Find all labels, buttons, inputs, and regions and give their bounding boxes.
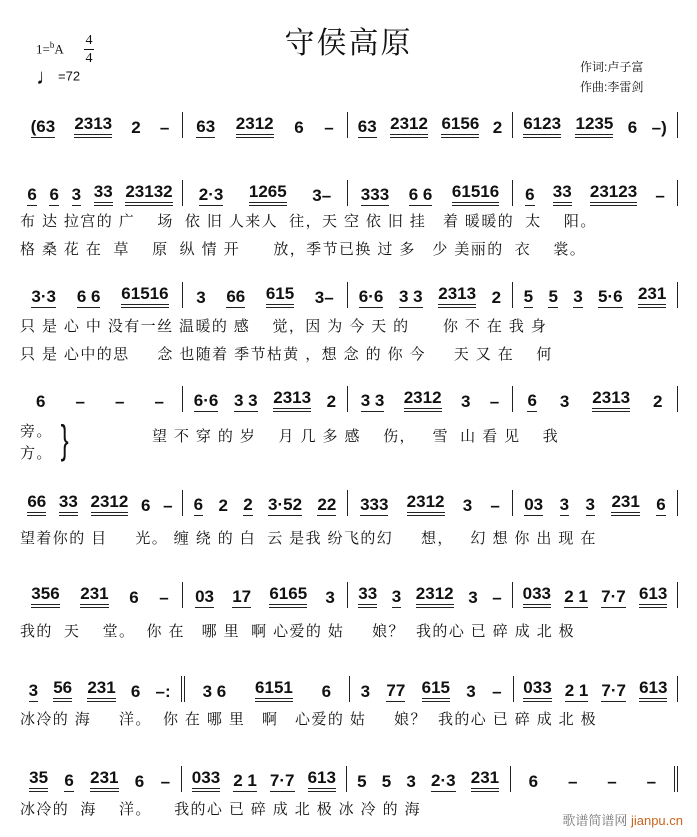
note-group: 77 (386, 681, 406, 700)
staff-line (18, 766, 678, 792)
tempo-value: =72 (58, 68, 81, 84)
staff-line (18, 676, 678, 702)
song-title: 守侯高原 (284, 26, 413, 61)
note-group: –) (651, 118, 667, 137)
note-group: 5 (381, 772, 392, 791)
measure (513, 282, 678, 308)
note-group: 63 (357, 117, 377, 136)
measure (185, 676, 349, 702)
note-group: 03 (524, 495, 544, 514)
note-group: 6·6 (193, 391, 219, 410)
note-group: 2312 (390, 115, 428, 138)
note-group: – (163, 496, 173, 515)
quarter-note-icon: ♩ (36, 64, 58, 89)
lyric-line: 只 是 心 中 没有一丝 温暖的 感 觉，因 为 今 天 的 你 不 在 我 身 (20, 318, 548, 335)
measure (18, 112, 183, 138)
note-group: 2 1 (564, 681, 589, 700)
note-group: 333 (360, 185, 390, 204)
note-group: 2312 (416, 585, 454, 608)
note-group: 3 (462, 496, 473, 515)
watermark-en: jianpu.cn (630, 813, 683, 828)
note-group: 613 (639, 585, 667, 608)
lyric-line: 只 是 心中的思 念 也随着 季节枯黄 ，想 念 的 你 今 天 又 在 何 (20, 346, 553, 363)
note-group: 3 (406, 772, 416, 791)
measure (183, 582, 348, 608)
measure (348, 490, 513, 516)
note-group: 66 (226, 287, 246, 306)
note-group: 6 (294, 118, 304, 137)
note-group: 6 (27, 185, 37, 204)
note-group: 3 6 (202, 682, 227, 701)
note-group: 615 (266, 285, 294, 308)
composer-credit: 作曲:李雷剑 (580, 80, 644, 94)
tempo-marking (36, 64, 80, 90)
measure (348, 112, 513, 138)
note-group: 033 (523, 585, 551, 608)
note-group: 2 (492, 118, 503, 137)
watermark (562, 810, 683, 829)
note-group: 7·7 (601, 587, 626, 606)
measure (348, 282, 513, 308)
note-group: 3 (573, 287, 583, 306)
note-group: – (160, 772, 171, 791)
note-group: 231 (90, 769, 118, 792)
lyric-line: 格 桑 花 在 草 原 纵 情 开 放，季节已换 过 多 少 美丽的 衣 裳。 (20, 241, 587, 258)
measure (183, 282, 348, 308)
note-group: 2·3 (431, 771, 456, 790)
lyric-line: 布 达 拉宫的 广 场 依 旧 人来人 往，天 空 依 旧 挂 着 暖暖的 太 阳。 (20, 213, 597, 230)
note-group: 3 (468, 588, 478, 607)
note-group: 3 (460, 392, 471, 411)
time-bottom: 4 (85, 51, 93, 66)
note-group: 6 (130, 682, 141, 701)
measure (18, 676, 185, 702)
key-label: 1= (36, 41, 50, 57)
note-group: 5·6 (598, 287, 623, 306)
note-group: 231 (87, 679, 115, 702)
measure (511, 766, 678, 792)
measure (183, 180, 348, 206)
note-group: – (324, 118, 334, 137)
note-group: 6151 (255, 679, 293, 702)
note-group: 3 (466, 682, 476, 701)
note-group: 33 (358, 585, 377, 608)
lyric-line: 旁。 (20, 423, 53, 440)
note-group: – (159, 588, 169, 607)
measure (18, 490, 183, 516)
note-group: 3 3 (233, 391, 258, 410)
note-group: 033 (192, 769, 220, 792)
note-group: 17 (232, 587, 252, 606)
measure (18, 180, 183, 206)
note-group: 6123 (523, 115, 561, 138)
lyric-line: 方。 (20, 445, 53, 462)
note-group: 2·3 (198, 185, 224, 204)
note-group: 3 (585, 495, 595, 514)
note-group: 3 (559, 495, 570, 514)
measure (513, 386, 678, 412)
note-group: 3·52 (268, 495, 303, 514)
note-group: – (567, 772, 578, 791)
note-group: 6·6 (358, 287, 384, 306)
watermark-cn: 歌谱简谱网 (562, 813, 628, 828)
note-group: 3 (360, 682, 371, 701)
lyric-line: 望 不 穿 的 岁 月 几 多 感 伤， 雪 山 看 见 我 (152, 428, 560, 445)
note-group: 2 (131, 118, 141, 137)
measure (350, 676, 514, 702)
staff-line (18, 180, 678, 206)
note-group: 7·7 (601, 681, 626, 700)
note-group: – (159, 118, 170, 137)
note-group: 1265 (249, 183, 287, 206)
staff-line (18, 282, 678, 308)
measure (18, 766, 182, 792)
note-group: 615 (422, 679, 450, 702)
note-group: – (646, 772, 657, 791)
measure (18, 282, 183, 308)
note-group: 5 (357, 772, 367, 791)
measure (348, 180, 513, 206)
note-group: 6 (321, 682, 332, 701)
note-group: 3·3 (31, 287, 56, 306)
note-group: – (489, 392, 500, 411)
note-group: 6 (527, 391, 537, 410)
note-group: –: (155, 682, 171, 701)
note-group: 56 (53, 679, 72, 702)
note-group: 6 (193, 495, 204, 514)
brace-symbol: } (60, 418, 69, 462)
time-top: 4 (85, 33, 93, 48)
note-group: – (492, 588, 502, 607)
flat-sign: b (49, 40, 55, 50)
note-group: 6 6 (408, 185, 433, 204)
note-group: 1235 (575, 115, 613, 138)
note-group: 2312 (91, 493, 129, 516)
note-group: 2 (218, 496, 228, 515)
measure (18, 386, 183, 412)
note-group: 2312 (404, 389, 442, 412)
note-group: 6 6 (76, 287, 101, 306)
note-group: 2 1 (564, 587, 588, 606)
note-group: – (492, 682, 502, 701)
note-group: 33 (553, 183, 572, 206)
lyricist-credit: 作词:卢子富 (580, 60, 644, 74)
note-group: 6156 (441, 115, 479, 138)
note-group: 2 (491, 288, 502, 307)
note-group: 66 (27, 493, 46, 516)
note-group: 3– (312, 186, 332, 205)
note-group: 2313 (592, 389, 630, 412)
note-group: 333 (360, 495, 389, 514)
note-group: 33 (59, 493, 78, 516)
measure (513, 180, 678, 206)
note-group: 3 3 (360, 391, 385, 410)
note-group: 3 3 (398, 287, 423, 306)
measure (513, 112, 678, 138)
note-group: 35 (29, 769, 48, 792)
note-group: 3 (196, 288, 206, 307)
measure (183, 112, 348, 138)
note-group: 2 1 (233, 771, 257, 790)
note-group: 7·7 (269, 771, 295, 790)
note-group: 6 (49, 185, 59, 204)
note-group: 231 (80, 585, 108, 608)
note-group: 33 (94, 183, 113, 206)
lyric-line: 我的 天 堂。 你 在 哪 里 啊 心爱的 姑 娘？ 我的心 已 碎 成 北 极 (20, 623, 576, 640)
note-group: 231 (638, 285, 666, 308)
note-group: 61516 (121, 285, 168, 308)
note-group: 356 (31, 585, 59, 608)
measure (348, 386, 513, 412)
note-group: 6 (525, 185, 535, 204)
note-group: 2 (326, 392, 337, 411)
staff-line (18, 386, 678, 412)
note-group: (63 (30, 117, 56, 136)
note-group: 6 (627, 118, 638, 137)
note-group: – (115, 392, 125, 411)
note-group: 5 (523, 287, 534, 306)
measure (18, 582, 183, 608)
note-group: – (75, 392, 85, 411)
note-group: 6 (656, 495, 666, 514)
lyric-line: 冰冷的 海 洋。 你 在 哪 里 啊 心爱的 姑 娘？ 我的心 已 碎 成 北 极 (20, 711, 598, 728)
note-group: – (154, 392, 164, 411)
measure (513, 582, 678, 608)
note-group: 6 (64, 771, 74, 790)
note-group: 3 (391, 587, 402, 606)
key-note: A (54, 41, 64, 57)
note-group: 2313 (273, 389, 311, 412)
note-group: 613 (308, 769, 336, 792)
note-group: 6 (36, 392, 46, 411)
note-group: 23123 (590, 183, 637, 206)
note-group: 22 (317, 495, 337, 514)
note-group: 03 (195, 587, 215, 606)
note-group: 6 (134, 772, 145, 791)
measure (182, 766, 346, 792)
note-group: 231 (611, 493, 639, 516)
note-group: 61516 (452, 183, 499, 206)
measure (348, 582, 513, 608)
lyric-line: 望着你的 目 光。 缠 绕 的 白 云 是我 纷飞的幻 想， 幻 想 你 出 现 在 (20, 530, 597, 547)
note-group: 6165 (269, 585, 307, 608)
note-group: 23132 (125, 183, 172, 206)
staff-line (18, 582, 678, 608)
note-group: 2312 (407, 493, 445, 516)
note-group: 5 (548, 287, 558, 306)
measure (513, 490, 678, 516)
note-group: 3 (71, 185, 82, 204)
note-group: 2 (243, 495, 253, 514)
measure (183, 490, 348, 516)
note-group: 63 (196, 117, 216, 136)
note-group: 2312 (236, 115, 274, 138)
note-group: 3– (314, 288, 334, 307)
note-group: 2 (653, 392, 663, 411)
note-group: 033 (523, 679, 551, 702)
key-signature (36, 40, 64, 57)
note-group: 6 (528, 772, 539, 791)
note-group: 3 (559, 392, 570, 411)
note-group: 3 (28, 681, 39, 700)
note-group: – (655, 186, 665, 205)
staff-line (18, 112, 678, 138)
time-signature (84, 32, 94, 67)
measure (347, 766, 511, 792)
note-group: 231 (471, 769, 499, 792)
note-group: 2313 (438, 285, 476, 308)
staff-line (18, 490, 678, 516)
note-group: 6 (141, 496, 151, 515)
note-group: 6 (129, 588, 139, 607)
note-group: 3 (325, 588, 335, 607)
note-group: – (490, 496, 500, 515)
note-group: 613 (639, 679, 667, 702)
note-group: – (607, 772, 617, 791)
measure (514, 676, 678, 702)
measure (183, 386, 348, 412)
lyric-line: 冰冷的 海 洋。 我的心 已 碎 成 北 极 冰 冷 的 海 (20, 801, 421, 818)
note-group: 2313 (74, 115, 112, 138)
